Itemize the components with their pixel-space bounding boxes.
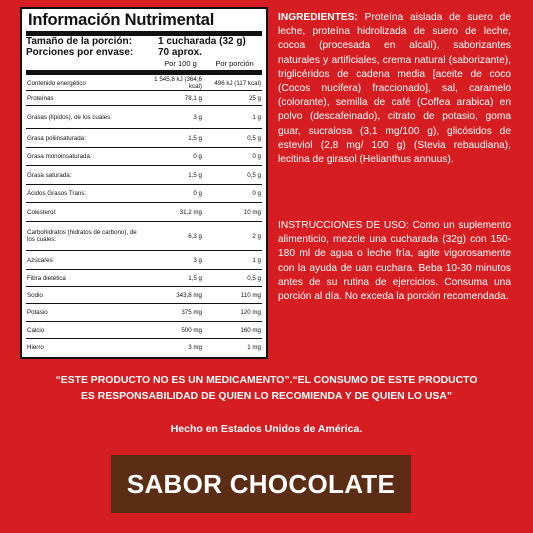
- nutrient-perserving: 25 g: [248, 94, 261, 102]
- nutrient-perserving: 496 kJ (117 kcal): [214, 79, 261, 87]
- nutrient-row: [26, 90, 262, 105]
- nutrient-name: Grasas (lípidos), de los cuales:: [27, 113, 112, 121]
- nutrient-per100: 3 g: [193, 256, 202, 264]
- nutrient-name: Potasio: [27, 309, 48, 316]
- nutrient-row: [26, 105, 262, 128]
- nutrient-name: Contenido energético: [27, 79, 86, 87]
- warning-block: [10, 373, 523, 405]
- servings-row: [26, 48, 262, 59]
- nutrient-per100: 1,5 g: [188, 274, 202, 282]
- nutrient-name: Grasa poliinsaturada:: [27, 134, 86, 142]
- nutrient-row: [26, 184, 262, 202]
- nutrient-perserving: 1 mg: [247, 344, 261, 351]
- nutrient-row: [26, 286, 262, 303]
- serving-size-label: Tamaño de la porción:: [26, 36, 132, 47]
- warning-line-2: ES RESPONSABILIDAD DE QUIEN LO RECOMIENDA Y DE QUIEN LO USA”: [80, 391, 453, 402]
- made-in-text: Hecho en Estados Unidos de América.: [170, 423, 363, 435]
- nutrient-name: Grasa saturada:: [27, 171, 72, 179]
- nutrient-name: Fibra dietética: [27, 274, 66, 282]
- nutrient-per100: 0 g: [193, 190, 202, 197]
- nutrient-per100: 0 g: [193, 153, 202, 160]
- divider: [26, 70, 262, 75]
- nutrient-row: [26, 165, 262, 184]
- col-perserving: Por porción: [215, 59, 254, 68]
- nutrient-per100: 1,5 g: [188, 134, 202, 142]
- flavor-box: SABOR CHOCOLATE: [111, 455, 411, 513]
- nutrient-per100: 375 mg: [181, 309, 202, 316]
- nutrient-perserving: 0,5 g: [247, 134, 261, 142]
- nutrient-perserving: 10 mg: [243, 208, 261, 216]
- nutrient-list: [26, 76, 262, 356]
- nutrient-perserving: 160 mg: [240, 326, 261, 334]
- nutrient-per100: 78,1 g: [184, 94, 202, 102]
- ingredients-text: Proteína aislada de suero de leche, proteína hidrolizada de suero de leche, cocoa (procesada en alcalí), saborizantes naturales y artificiales, crema natural (saborizante), triglicéridos de cadena media [aceite de coco (Cocos nucifera) fraccionado], sal, caramelo (colorante), semilla de café (Coffea arabica) en polvo (descafeinado), citrato de potasio, goma guar, sucralosa (3,1 mg/100 g), glicósidos de esteviol (2,8 mg/ 100 g) (Stevia rebaudiana), lecitina de girasol (Helianthus annuus).: [278, 12, 511, 166]
- nutrient-row: [26, 303, 262, 321]
- nutrient-name: Hierro: [27, 344, 44, 351]
- nutrient-perserving: 1 g: [252, 113, 261, 121]
- nutrient-perserving: 0,5 g: [247, 274, 261, 282]
- nutrient-per100: 31,2 mg: [179, 208, 202, 216]
- nutrient-row: [26, 269, 262, 286]
- nutrient-per100: 1 545,8 kJ (364,6 kcal): [154, 76, 202, 90]
- nutrient-name: Colesterol:: [27, 208, 57, 216]
- nutrient-row: [26, 76, 262, 90]
- ingredients-label: INGREDIENTES:: [278, 12, 358, 23]
- nutrient-per100: 3 mg: [188, 344, 202, 351]
- nutrient-row: [26, 202, 262, 221]
- warning-line-1: “ESTE PRODUCTO NO ES UN MEDICAMENTO”.“EL CONSUMO DE ESTE PRODUCTO: [55, 375, 478, 386]
- serving-size-row: [26, 37, 262, 48]
- nutrient-perserving: 2 g: [252, 232, 261, 240]
- nutrient-name: Grasa monoinsaturada:: [27, 153, 92, 160]
- nutrient-row: [26, 338, 262, 356]
- nutrient-row: [26, 321, 262, 338]
- nutrient-perserving: 0 g: [252, 190, 261, 197]
- col-per100: Por 100 g: [164, 59, 197, 68]
- nutrient-name: Calcio: [27, 326, 45, 334]
- servings-value: 70 aprox.: [158, 46, 202, 58]
- nutrient-name: Sodio: [27, 291, 43, 299]
- nutrient-perserving: 120 mg: [240, 309, 261, 316]
- nutrient-row: [26, 147, 262, 165]
- ingredients-block: [278, 11, 511, 167]
- column-headers: [26, 58, 262, 69]
- nutrient-per100: 6,3 g: [188, 232, 202, 240]
- nutrient-perserving: 1 g: [252, 256, 261, 264]
- nutrient-row: [26, 221, 262, 250]
- nutrient-per100: 500 mg: [181, 326, 202, 334]
- nutrient-perserving: 110 mg: [240, 291, 261, 299]
- nutrient-name: Ácidos Grasos Trans:: [27, 190, 87, 197]
- nutrient-row: [26, 128, 262, 147]
- nutrient-name: Azúcares: [27, 256, 53, 264]
- nutrient-name: Carbohidratos (hidratos de carbono), de los cuales:: [27, 229, 137, 243]
- nutrient-perserving: 0 g: [252, 153, 261, 160]
- nutrient-per100: 3 g: [193, 113, 202, 121]
- instructions-text: INSTRUCCIONES DE USO: Como un suplemento alimenticio, mezcle una cucharada (32g) con 150-180 ml de agua o leche fría, agite vigorosamente con la ayuda de uan cuchara. Beba 10-30 minutos antes de su rutina de ejercicios. Consuma una porción al día. No exceda la porción recomendada.: [278, 220, 511, 303]
- nutrient-row: [26, 250, 262, 269]
- nutrient-perserving: 0,5 g: [247, 171, 261, 179]
- servings-label: Porciones por envase:: [26, 46, 134, 58]
- nutrient-per100: 1,5 g: [188, 171, 202, 179]
- serving-size-value: 1 cucharada (32 g): [158, 36, 246, 47]
- nutrient-name: Proteínas: [27, 94, 54, 102]
- nutrition-title: Información Nutrimental: [28, 11, 215, 29]
- nutrition-facts-panel: [20, 7, 268, 359]
- nutrient-per100: 343,8 mg: [176, 291, 202, 299]
